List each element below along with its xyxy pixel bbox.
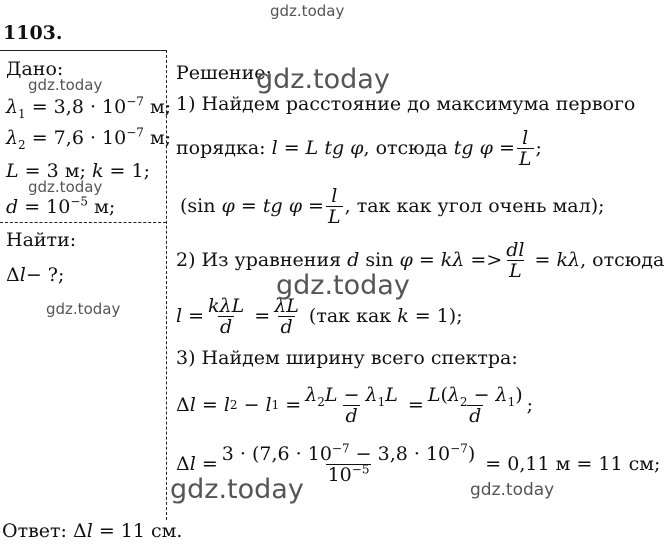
given-lambda1: $\lambda_1 = 3,8 \cdot 10^{-7}$ м; xyxy=(6,94,172,121)
step2-line1: 2) Из уравнения d sin φ = kλ => $\frac{dl}{L}$ = kλ , отсюда xyxy=(176,238,664,282)
problem-number: 1103. xyxy=(3,22,63,44)
watermark: gdz.today xyxy=(170,474,304,505)
find-item: Δl− ?; xyxy=(6,264,65,286)
answer: Ответ: Δl = 11 см. xyxy=(2,520,183,542)
watermark: gdz.today xyxy=(28,178,103,196)
watermark: gdz.today xyxy=(276,270,410,301)
given-solution-divider xyxy=(166,50,167,520)
find-title: Найти: xyxy=(6,229,77,251)
step3-line3: Δ l = $\frac{3 \cdot (7,6 \cdot 10^{-7} - 3,8 \cdot 10^{-7})}{10^{-5}}$ = 0,11 м = 11 см; xyxy=(176,441,661,486)
watermark: gdz.today xyxy=(270,2,345,20)
watermark: gdz.today xyxy=(470,480,555,500)
solution-title: Решение: xyxy=(176,62,272,84)
given-top-rule xyxy=(0,50,166,51)
step3-line2: Δ l = l 2 − l 1 = $\frac{\lambda_2L - \lambda_1L}{d}$ = $\frac{L(\lambda_2 - \lambda_1)}{d}$ ; xyxy=(176,383,534,427)
given-lambda2: $\lambda_2 = 7,6 \cdot 10^{-7}$ м; xyxy=(6,125,172,152)
step2-line2: l = $\frac{\text{kλL}}{d}$ = $\frac{\lambda L}{d}$ (так как k = 1); xyxy=(176,294,463,338)
given-find-divider xyxy=(0,222,166,223)
given-L-k: L = 3 м; k = 1; xyxy=(6,160,150,182)
step1-line3: ( sin φ = tg φ = $\frac{l}{L}$ , так как угол очень мал); xyxy=(180,184,605,228)
given-title: Дано: xyxy=(6,58,64,80)
step1-line1: 1) Найдем расстояние до максимума первого xyxy=(176,93,636,115)
watermark: gdz.today xyxy=(256,64,390,95)
step1-line2: порядка: l = L tg φ , отсюда tg φ = $\frac{l}{L}$ ; xyxy=(176,126,542,170)
watermark: gdz.today xyxy=(28,76,103,94)
given-d: $d = 10^{-5}$ м; xyxy=(6,194,116,218)
watermark: gdz.today xyxy=(46,300,121,318)
step3-line1: 3) Найдем ширину всего спектра: xyxy=(176,347,518,369)
